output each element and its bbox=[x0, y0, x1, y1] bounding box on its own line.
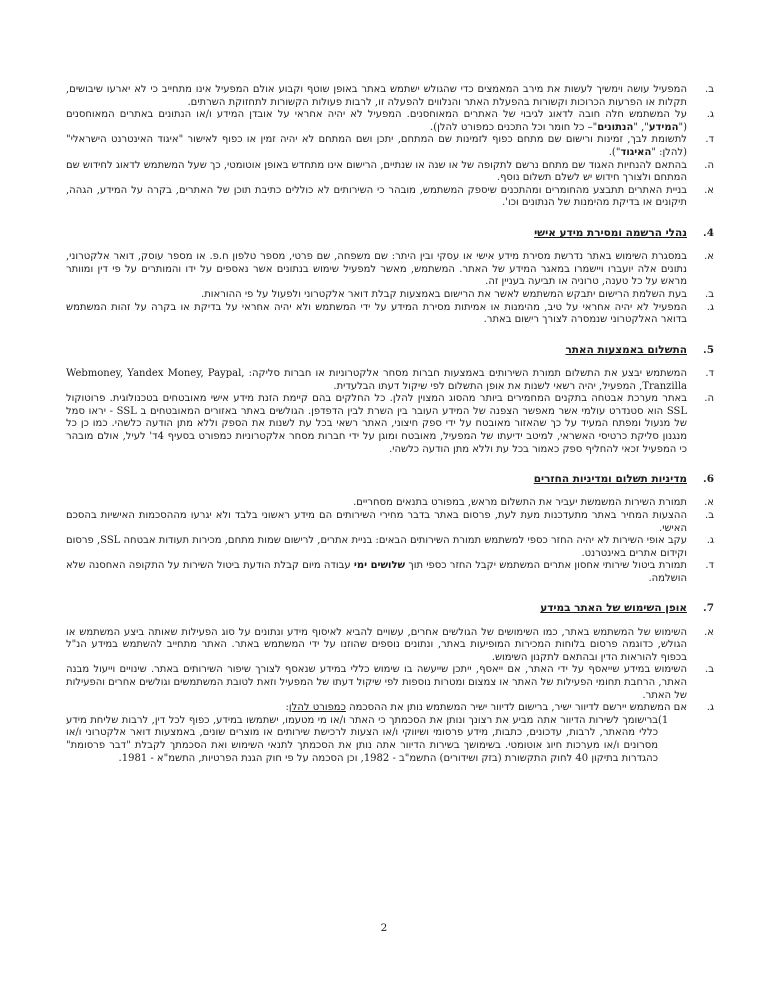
item-label: ג. bbox=[706, 301, 714, 313]
item-text bbox=[66, 109, 687, 134]
section-number: 5. bbox=[703, 343, 714, 356]
item-text bbox=[66, 627, 687, 665]
section-continued bbox=[66, 84, 714, 210]
section-header bbox=[66, 602, 714, 615]
text-run: ", " bbox=[633, 121, 649, 133]
list-item bbox=[66, 84, 714, 109]
list-item bbox=[66, 510, 714, 535]
item-text bbox=[66, 289, 687, 302]
text-run: שלושים ימי bbox=[353, 560, 406, 572]
item-text bbox=[66, 497, 687, 510]
list-item bbox=[66, 302, 714, 327]
item-label: ד. bbox=[705, 134, 714, 146]
item-text bbox=[66, 251, 687, 289]
item-label: ג. bbox=[706, 109, 714, 121]
item-text bbox=[66, 560, 687, 585]
section-6 bbox=[66, 473, 714, 585]
text-run: במסגרת השימוש באתר נדרשת מסירת מידע אישי או עסקי ובין היתר: שם משפחה, שם פרטי, מספר טלפון ח.פ. או מספר עוסק, דואר אלקטרוני, נתונים אלה יועברו ויישמרו במאגר המידע של האתר. המשתמש, מאשר למפעיל שימוש בנתונים אשר נאספים על ידו והמותרים על פי דין ומוותר מראש על כל טענה, טרוניה או תביעה בעניין זה. bbox=[66, 251, 687, 288]
item-label: ג. bbox=[706, 702, 714, 714]
text-run: האיגוד bbox=[620, 146, 652, 158]
text-run: אם המשתמש יירשם לדיוור ישיר, ברישום לדיוור ישיר המשתמש נותן את ההסכמה bbox=[345, 702, 687, 714]
text-run: המידע bbox=[648, 121, 679, 133]
section-title: מדיניות תשלום ומדיניות החזרים bbox=[533, 473, 687, 486]
section-header bbox=[66, 227, 714, 240]
item-text bbox=[66, 510, 687, 535]
content bbox=[66, 84, 714, 765]
text-run: : bbox=[285, 702, 289, 714]
section-title: התשלום באמצעות האתר bbox=[565, 343, 687, 356]
item-label: ה. bbox=[704, 159, 714, 171]
section-7 bbox=[66, 602, 714, 765]
page-number: 2 bbox=[380, 922, 388, 934]
section-4 bbox=[66, 227, 714, 327]
text-run: תמורת ביטול שירותי אחסון אתרים המשתמש יקבל החזר כספי תוך bbox=[405, 560, 687, 572]
text-run: ההצעות המחיר באתר מתעדכנות מעת לעת, פרסום באתר בדבר מחירי השירותים הם מידע ראשוני בלבד ולא יגרעו מההסכמות האישיות בהסכם האישי. bbox=[66, 509, 687, 534]
list-item bbox=[66, 134, 714, 159]
text-run: תמורת השירות המשמשת יעביר את התשלום מראש, במפורט בתנאים מסחריים. bbox=[353, 497, 687, 509]
item-label: א. bbox=[704, 497, 714, 509]
item-label: ב. bbox=[705, 288, 714, 300]
list-item bbox=[66, 702, 714, 715]
section-title: נהלי הרשמה ומסירת מידע אישי bbox=[534, 226, 687, 239]
item-text bbox=[66, 368, 687, 393]
item-text bbox=[66, 185, 687, 210]
text-run: עבודה מיום קבלת הודעת ביטול השירות על התקופה האחסנה שלא הושלמה. bbox=[66, 560, 687, 584]
text-run: עקב אופי השירות לא יהיה החזר כספי למשתמש תמורת השירותים הבאים: בניית אתרים, לרישום שמות מתחם, מכירות תעודות אבטחה SSL, פרסום וקידום אתרים באינטרנט. bbox=[66, 535, 687, 559]
list-item bbox=[66, 251, 714, 289]
nested-list-item bbox=[66, 715, 682, 765]
list-item bbox=[66, 627, 714, 665]
section-header bbox=[66, 473, 714, 486]
item-label: (1 bbox=[658, 714, 669, 726]
text-run: המשתמש יבצע את התשלום תמורת השירותים באמצעות חברות מסחר אלקטרוניות או חברות סליקה: Webmoney, Yandex Money, Paypal, Tranzilla, המפעיל, יהיה רשאי לשנות את אופן התשלום לפי שיקול דעתו הבלעדית. bbox=[66, 367, 687, 392]
item-label: ב. bbox=[705, 664, 714, 676]
list-item bbox=[66, 185, 714, 210]
section-header bbox=[66, 344, 714, 357]
section-number: 7. bbox=[703, 602, 714, 615]
item-label: ד. bbox=[705, 560, 714, 572]
text-run: "). bbox=[608, 146, 621, 158]
item-text bbox=[66, 702, 687, 715]
section-title: אופן השימוש של האתר במידע bbox=[540, 602, 687, 615]
text-run: "– כל חומר וכל התכנים כמפורט להלן). bbox=[430, 121, 598, 133]
text-run: לתשומת לבך, זמינות ורישום שם מתחם כפוף לזמינות שם המתחם, יתכן ושם המתחם לא יהיה זמין או כפוף לאישור "איגוד האינטרנט הישראלי" (להלן: " bbox=[66, 134, 687, 158]
item-text bbox=[66, 134, 687, 159]
item-label: ב. bbox=[705, 84, 714, 95]
item-text bbox=[66, 535, 687, 560]
item-label: ד. bbox=[705, 367, 714, 379]
text-run: ברישומך לשירות הדיוור אתה מביע את רצונך ונותן את הסכמתך כי האתר ו/או מי מטעמו, ישתמשו במידע, כפוף לכל דין, לרבות שליחת מידע כללי מהאתר, לרבות, עדכונים, כתבות, מידע פרסומי ושיווקי ו/או הצעות לרכישת שירותים או מוצרים שונים, באמצעות דואר אלקטרוני ו/או מסרונים ו/או מערכות חיוג אוטומטי. בשימושך בשירות הדיוור אתה נותן את הסכמתך לתנאי השימוש ואת הסכמתך לקבלת "דבר פרסומת" כהגדרות בתיקון 40 לחוק התקשורת (בזק ושידורים) התשמ"ב - 1982, וכן הסכמה על פי חוק הגנת הפרטיות, התשמ"א - 1981. bbox=[66, 714, 658, 764]
text-run: בניית האתרים תתבצע מהחומרים ומהתכנים שיספק המשתמש, מובהר כי השירותים לא כוללים כתיבת תוכן של האתרים, בקרה על המידע, הגהה, תיקונים או בדיקת מהימנות של הנתונים וכו'. bbox=[66, 184, 687, 209]
text-run: כמפורט להלן bbox=[288, 702, 346, 714]
text-run: באתר מערכת אבטחה בתקנים המחמירים ביותר מהסוג המצוין להלן. כל החלקים בהם קיימת הזנת מידע אישי מאובטחים בטכנולוגית. פרוטוקול SSL הוא סטנדרט עולמי אשר מאפשר הצפנה של המידע העובר בין השרת לבין הדפדפן. הגולשים באתר באזורים המאובטחים ב SSL - יראו סמל של מנעול ומפתח המעיד על כך שהאזור מאובטח על ידי ספק חיצוני, האתר רשאי בכל עת לשנות את הספק וללא מתן הודעה כלשהי. כמו כן כל מנגנון סליקת כרטיסי האשראי, למיטב ידיעתו של המפעיל, מאובטח ומוגן על ידי חברות מסחר אלקטרוניות כמפורט בסעיף 4ד' לעיל, אולם מובהר כי המפעיל זכאי להחליף ספק כאמור בכל עת וללא מתן הודעה כלשהי. bbox=[66, 393, 687, 455]
list-item bbox=[66, 368, 714, 393]
item-label: א. bbox=[704, 184, 714, 196]
list-item bbox=[66, 109, 714, 134]
list-item bbox=[66, 664, 714, 702]
text-run: השימוש במידע שייאסף על ידי האתר, אם ייאסף, ייתכן שייעשה בו שימוש כללי במידע שנאסף לצורך שיפור השירותים באתר. שינויים וייעול מבנה האתר, הרחבת תחומי הפעילות של האתר או צמצום ומטרות נוספות לפי שיקול דעתו של המפעיל וזאת לטובת המשתמשים וגולשים אחרים והפעילות של האתר. bbox=[66, 664, 687, 701]
list-item bbox=[66, 160, 714, 185]
text-run: השימוש של המשתמש באתר, כמו השימושים של הגולשים אחרים, עשויים להביא לאיסוף מידע ונתונים על סוג הפעילות שאותה ביצע המשתמש או הגולש, כדוגמה פרסום בלוחות המכירות המופיעות באתר, ונתונים נוספים שהוזנו על ידי המשתמש באתר. האתר מתחייב להשתמש במידע הנ"ל בכפוף להוראות הדין ובהתאם לתקנון השימוש. bbox=[66, 626, 687, 663]
item-label: א. bbox=[704, 251, 714, 263]
section-5 bbox=[66, 344, 714, 456]
text-run: בעת השלמת הרישום יתבקש המשתמש לאשר את הרישום באמצעות קבלת דואר אלקטרוני ולפעול על פי ההוראות. bbox=[201, 288, 687, 300]
item-text bbox=[66, 84, 687, 109]
item-text bbox=[66, 393, 687, 456]
item-label: א. bbox=[704, 626, 714, 638]
item-text bbox=[66, 664, 687, 702]
text-run: בהתאם להנחיות האגוד שם מתחם נרשם לתקופה של או שנה או שנתיים, הרישום אינו מתחדש באופן אוטומטי, כך שעל המשתמש לדאוג לחידוש שם המתחם ולצורך חידוש יש לשלם תשלום נוסף. bbox=[66, 159, 687, 184]
text-run: המפעיל עושה וימשיך לעשות את מירב המאמצים כדי שהגולש ישתמש באתר באופן שוטף וקבוע אולם המפעיל אינו מתחייב כי לא יארעו שיבושים, תקלות או הפרעות הכרוכות וקשורות בהפעלת האתר והנלווים להפעלה זו, לרבות פעולות הקשורות לתחזוקת השרתים. bbox=[66, 84, 687, 108]
list-item bbox=[66, 393, 714, 456]
section-number: 4. bbox=[703, 226, 714, 239]
text-run: המפעיל לא יהיה אחראי על טיב, מהימנות או אמיתות מסירת המידע על ידי המשתמש ולא יהיה אחראי על בדיקת או בקרה על זהות המשתמש בדואר האלקטרוני שנמסרה לצורך רישום באתר. bbox=[66, 301, 687, 326]
list-item bbox=[66, 497, 714, 510]
list-item bbox=[66, 289, 714, 302]
item-label: ב. bbox=[705, 509, 714, 521]
list-item bbox=[66, 560, 714, 585]
list-item bbox=[66, 535, 714, 560]
item-text bbox=[66, 160, 687, 185]
text-run: על המשתמש חלה חובה לדאוג לגיבוי של האתרים המאוחסנים. המפעיל לא יהיה אחראי על אובדן המידע ו/או הנתונים באתרים המאוחסנים (" bbox=[66, 109, 687, 133]
item-label: ה. bbox=[704, 393, 714, 405]
item-label: ג. bbox=[706, 535, 714, 547]
section-number: 6. bbox=[703, 473, 714, 486]
text-run: הנתונים bbox=[597, 121, 634, 133]
item-text bbox=[66, 302, 687, 327]
item-text bbox=[66, 715, 658, 765]
